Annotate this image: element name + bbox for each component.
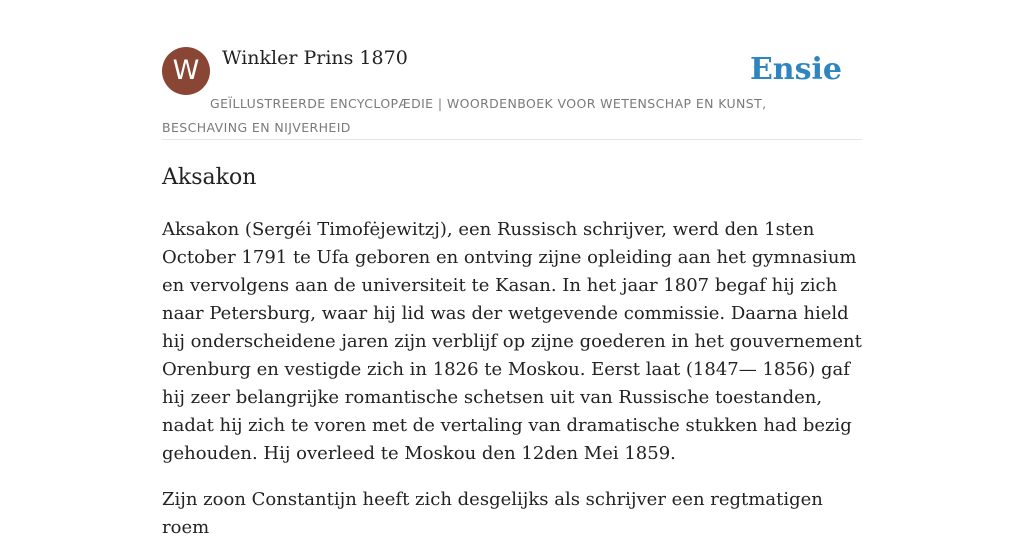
header: [162, 46, 862, 140]
ensie-logo[interactable]: Ensie: [749, 52, 842, 87]
source-title[interactable]: Winkler Prins 1870: [222, 47, 408, 69]
source-avatar[interactable]: W: [162, 47, 210, 95]
article-paragraph: Zijn zoon Constantijn heeft zich desgelijks als schrijver een regtmatigen roem: [162, 489, 823, 538]
entry-title: Aksakon: [162, 165, 257, 190]
article-paragraph: Aksakon (Sergéi Timofėjewitzj), een Russisch schrijver, werd den 1sten October 1791 te Ufa geboren en ontving zijne opleiding aan het gymnasium en vervolgens aan de universiteit te Kasan. In het jaar 1807 begaf hij zich naar Petersburg, waar hij lid was der wetgevende commissie. Daarna hield hij onderscheidene jaren zijn verblijf op zijne goederen in het gouvernement Orenburg en vestigde zich in 1826 te Moskou. Eerst laat (1847— 1856) gaf hij zeer belangrijke romantische schetsen uit van Russische toestanden, nadat hij zich te voren met de vertaling van dramatische stukken had bezig gehouden. Hij overleed te Moskou den 12den Mei 1859.: [162, 219, 862, 464]
article: [162, 160, 867, 542]
source-subtitle: GEÏLLUSTREERDE ENCYCLOPÆDIE | WOORDENBOEK VOOR WETENSCHAP EN KUNST, BESCHAVING EN NIJVERHEID: [162, 96, 767, 135]
